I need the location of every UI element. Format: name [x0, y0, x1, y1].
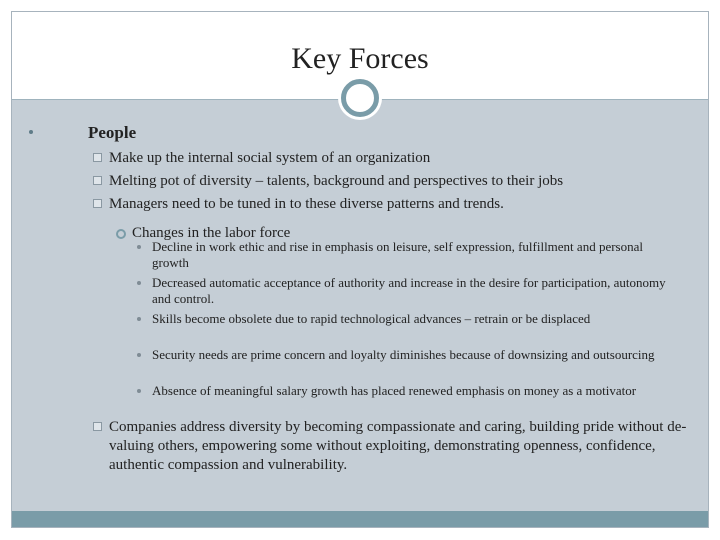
square-bullet-icon [93, 153, 102, 162]
square-bullet-icon [93, 199, 102, 208]
sub-point-text: Skills become obsolete due to rapid technological advances – retrain or be displaced [152, 311, 591, 326]
square-bullet-icon [93, 422, 102, 431]
footer-bar [12, 511, 708, 527]
sub-point-text: Decreased automatic acceptance of authority and increase in the desire for participation, autonomy and control. [152, 275, 666, 306]
sub-point-text: Security needs are prime concern and loyalty diminishes because of downsizing and outsourcing [152, 347, 655, 362]
sub-point-text: Decline in work ethic and rise in emphasis on leisure, self expression, fulfillment and personal growth [152, 239, 643, 270]
bullet-dot-icon [137, 317, 141, 321]
bullet-dot-icon [137, 281, 141, 285]
final-point-text: Companies address diversity by becoming compassionate and caring, building pride without de-valuing others, empowering some without exploiting, demonstrating openness, confidence, authentic compassion and vulnerability. [109, 419, 687, 473]
slide [11, 11, 709, 528]
bullet-dot-icon [137, 353, 141, 357]
point-text: Melting pot of diversity – talents, background and perspectives to their jobs [109, 173, 564, 189]
bullet-dot-icon [29, 130, 33, 134]
slide-title: Key Forces [291, 42, 429, 75]
square-bullet-icon [93, 176, 102, 185]
bullet-dot-icon [137, 245, 141, 249]
point-text: Make up the internal social system of an organization [109, 150, 431, 166]
bullet-dot-icon [137, 389, 141, 393]
heading-text: People [88, 123, 137, 142]
slide-content [12, 12, 708, 527]
sub-point-text: Absence of meaningful salary growth has placed renewed emphasis on money as a motivator [152, 383, 637, 398]
sub-heading-text: Changes in the labor force [132, 225, 291, 241]
ring-bullet-icon [116, 229, 126, 239]
point-text: Managers need to be tuned in to these diverse patterns and trends. [109, 196, 504, 212]
